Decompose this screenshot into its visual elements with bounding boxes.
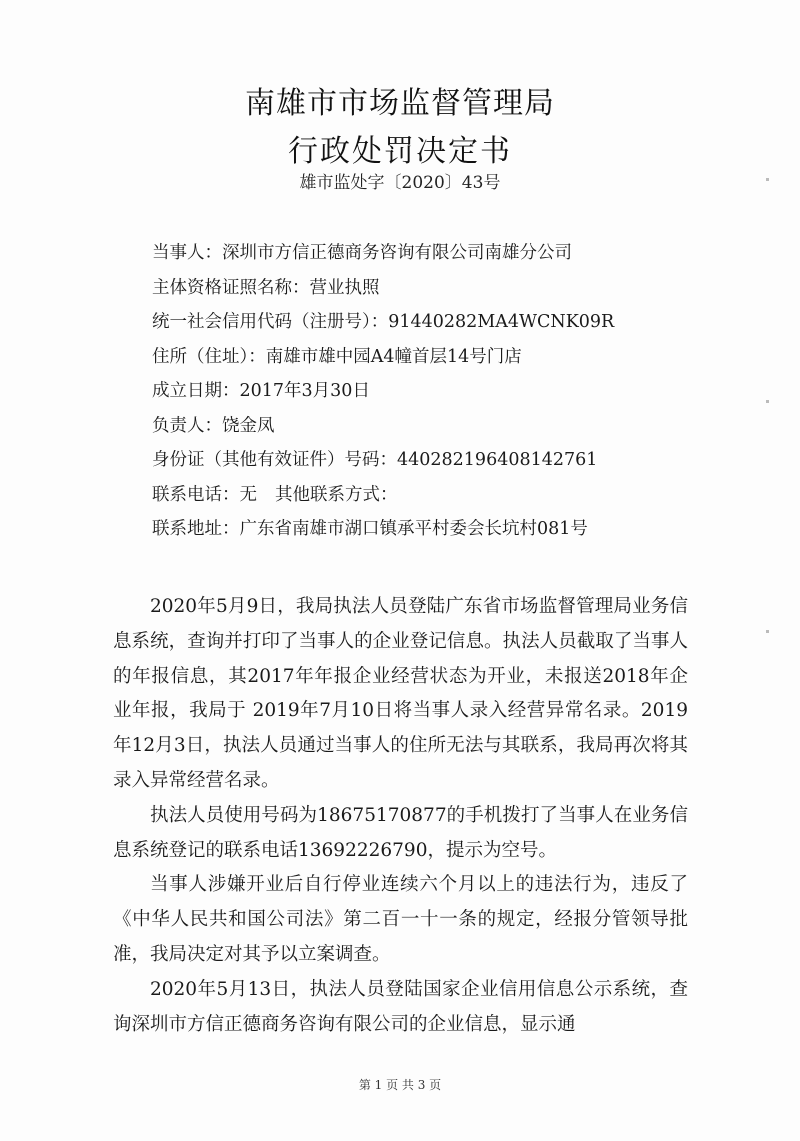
party-info-block: [152, 236, 712, 547]
license-name: 主体资格证照名称：营业执照: [152, 277, 380, 298]
document-type-title: 行政处罚决定书: [288, 134, 512, 169]
credit-code: 统一社会信用代码（注册号）：91440282MA4WCNK09R: [152, 312, 615, 332]
party-name: 当事人：深圳市方信正德商务咨询有限公司南雄分公司: [152, 243, 572, 263]
decision-body: [113, 590, 688, 1042]
contact-address: 联系地址：广东省南雄市湖口镇承平村委会长坑村081号: [152, 519, 588, 539]
established-date: 成立日期：2017年3月30日: [152, 381, 370, 401]
body-paragraph: 2020年5月13日，执法人员登陆国家企业信用信息公示系统，查询深圳市方信正德商务咨询有限公司的企业信息，显示通: [113, 978, 688, 1035]
party-address: 住所（住址）：南雄市雄中园A4幢首层14号门店: [152, 346, 522, 367]
body-paragraph: 当事人涉嫌开业后自行停业连续六个月以上的违法行为，违反了《中华人民共和国公司法》第二百一十一条的规定，经报分管领导批准，我局决定对其予以立案调查。: [113, 874, 688, 965]
id-number: 身份证（其他有效证件）号码：440282196408142761: [152, 450, 598, 470]
scan-speck: [766, 400, 769, 403]
issuing-authority-title: 南雄市市场监督管理局: [245, 86, 555, 121]
document-number: 雄市监处字〔2020〕43号: [299, 173, 501, 193]
other-contact: 其他联系方式：: [275, 484, 398, 505]
contact-phone: 联系电话：无: [152, 484, 257, 505]
contact-line: [152, 478, 712, 513]
scan-speck: [766, 178, 769, 181]
body-paragraph: 执法人员使用号码为18675170877的手机拨打了当事人在业务信息系统登记的联系电话13692226790，提示为空号。: [113, 804, 688, 861]
page-indicator: 第 1 页 共 3 页: [358, 1078, 442, 1092]
body-paragraph: 2020年5月9日，我局执法人员登陆广东省市场监督管理局业务信息系统，查询并打印了当事人的企业登记信息。执法人员截取了当事人的年报信息，其2017年年报企业经营状态为开业，未报送2018年企业年报，我局于 2019年7月10日将当事人录入经营异常名录。2019年12月3日，执法人员通过当事人的住所无法与其联系，我局再次将其录入异常经营名录。: [113, 596, 688, 791]
scan-speck: [766, 630, 769, 633]
person-in-charge: 负责人：饶金凤: [152, 415, 275, 436]
